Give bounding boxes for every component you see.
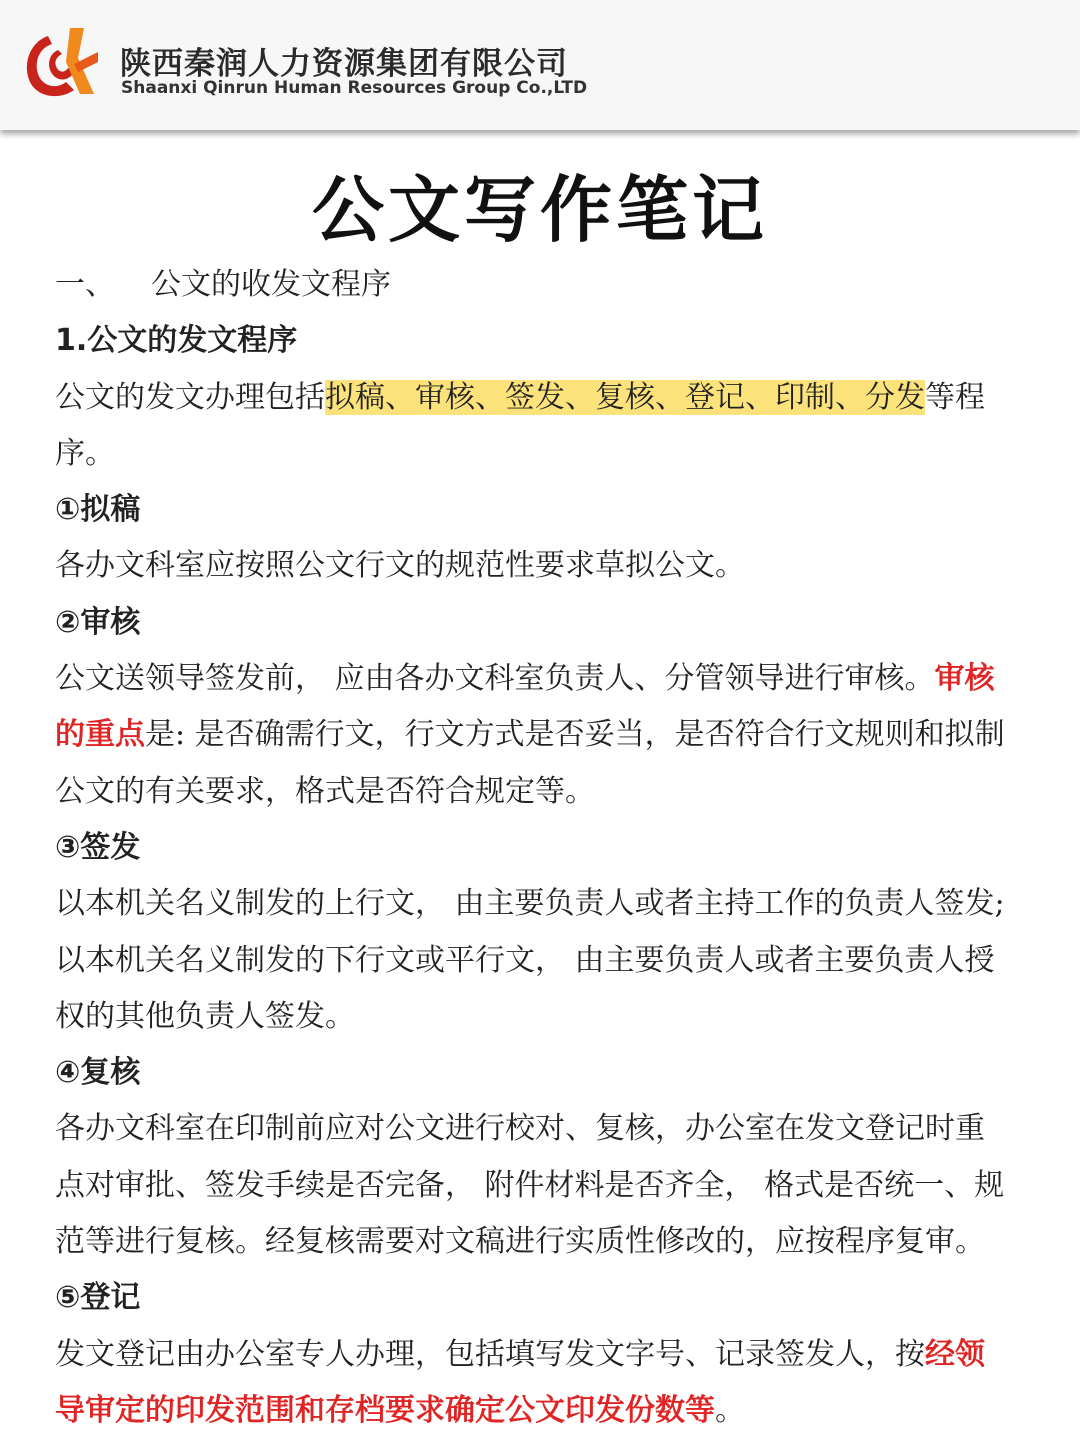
paragraph-line: 以本机关名义制发的上行文， 由主要负责人或者主持工作的负责人签发; [55, 886, 1005, 922]
step-heading-signing: ③签发 [55, 829, 141, 865]
paragraph-line: 权的其他负责人签发。 [55, 998, 355, 1034]
emphasis-text: 审核 [934, 661, 995, 697]
company-name-en: Shaanxi Qinrun Human Resources Group Co.,LTD [121, 78, 588, 98]
company-header [0, 0, 1080, 130]
step-paragraph-review [55, 651, 1027, 820]
company-name-cn: 陕西秦润人力资源集团有限公司 [120, 46, 568, 82]
intro-text: 公文的发文办理包括 [55, 379, 325, 415]
emphasis-text: 经领 [925, 1336, 985, 1372]
step-paragraph-drafting [55, 538, 1027, 594]
intro-line-2: 序。 [55, 435, 115, 471]
intro-text-tail: 等程 [925, 379, 985, 415]
step-paragraph-recheck [55, 1101, 1027, 1270]
subsection-heading: 1.公文的发文程序 [55, 323, 298, 359]
step-heading-review: ②审核 [55, 604, 141, 640]
section-heading-1 [55, 257, 1027, 313]
step-heading-drafting: ①拟稿 [55, 492, 141, 528]
emphasis-text: 的重点 [55, 717, 145, 753]
qr-letter-logo-icon [18, 24, 100, 102]
paragraph-text: 是: 是否确需行文，行文方式是否妥当，是否符合行文规则和拟制 [145, 717, 1005, 753]
paragraph-line: 各办文科室在印制前应对公文进行校对、复核，办公室在发文登记时重 [55, 1111, 985, 1147]
paragraph-line: 点对审批、签发手续是否完备， 附件材料是否齐全， 格式是否统一、规 [55, 1167, 1005, 1203]
paragraph-line: 公文的有关要求，格式是否符合规定等。 [55, 773, 595, 809]
step-heading-registration: ⑤登记 [55, 1280, 141, 1316]
highlighted-steps: 拟稿、审核、签发、复核、登记、印制、分发 [325, 379, 925, 415]
paragraph-text: 。 [715, 1392, 745, 1428]
paragraph-line: 以本机关名义制发的下行文或平行文， 由主要负责人或者主要负责人授 [55, 942, 995, 978]
section-number: 一、 [55, 267, 115, 302]
step-paragraph-registration [55, 1327, 1027, 1440]
section-title: 公文的收发文程序 [151, 267, 391, 302]
document-title: 公文写作笔记 [311, 167, 768, 252]
step-paragraph-signing [55, 876, 1027, 1045]
document-body [55, 257, 1027, 1439]
intro-paragraph [55, 370, 1027, 483]
emphasis-text: 导审定的印发范围和存档要求确定公文印发份数等 [55, 1392, 715, 1428]
paragraph-line: 各办文科室应按照公文行文的规范性要求草拟公文。 [55, 548, 745, 584]
paragraph-line: 范等进行复核。经复核需要对文稿进行实质性修改的，应按程序复审。 [55, 1224, 985, 1260]
paragraph-text: 发文登记由办公室专人办理，包括填写发文字号、记录签发人，按 [55, 1336, 925, 1372]
paragraph-text: 公文送领导签发前， 应由各办文科室负责人、分管领导进行审核。 [55, 661, 935, 697]
step-heading-recheck: ④复核 [55, 1055, 141, 1091]
